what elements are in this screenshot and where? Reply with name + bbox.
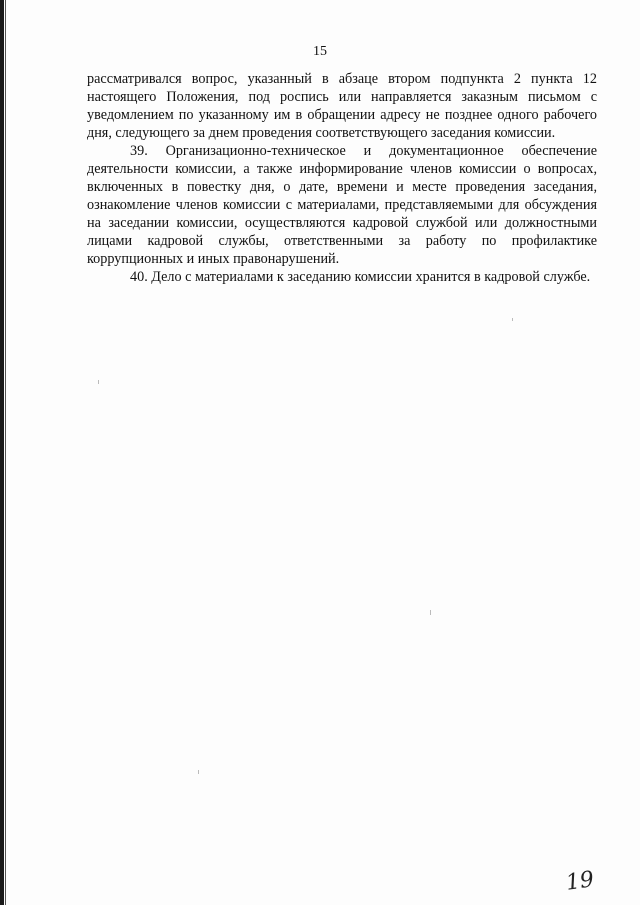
handwritten-page-mark: 19: [564, 867, 596, 896]
paragraph-39: 39. Организационно-техническое и документационное обеспечение деятельности комиссии, а также информирование членов комиссии о вопросах, включенных в повестку дня, о дате, времени и месте проведения заседания, ознакомление членов комиссии с материалами, представляемыми для обсуждения на заседании комиссии, осуществляются кадровой службой или должностными лицами кадровой службы, ответственными за работу по профилактике коррупционных и иных правонарушений.: [87, 143, 597, 267]
scan-speck: [198, 770, 199, 774]
paragraph-40: 40. Дело с материалами к заседанию комиссии хранится в кадровой службе.: [130, 269, 591, 285]
scan-border-line: [5, 0, 6, 905]
scan-speck: [430, 610, 431, 615]
document-body: [87, 70, 597, 286]
scan-speck: [98, 380, 99, 384]
paragraph-continuation: рассматривался вопрос, указанный в абзаце втором подпункта 2 пункта 12 настоящего Положения, под роспись или направляется заказным письмом с уведомлением по указанному им в обращении адресу не позднее одного рабочего дня, следующего за днем проведения соответствующего заседания комиссии.: [87, 71, 597, 141]
page-number: 15: [313, 44, 327, 59]
scan-speck: [512, 318, 513, 321]
scan-border: [0, 0, 4, 905]
